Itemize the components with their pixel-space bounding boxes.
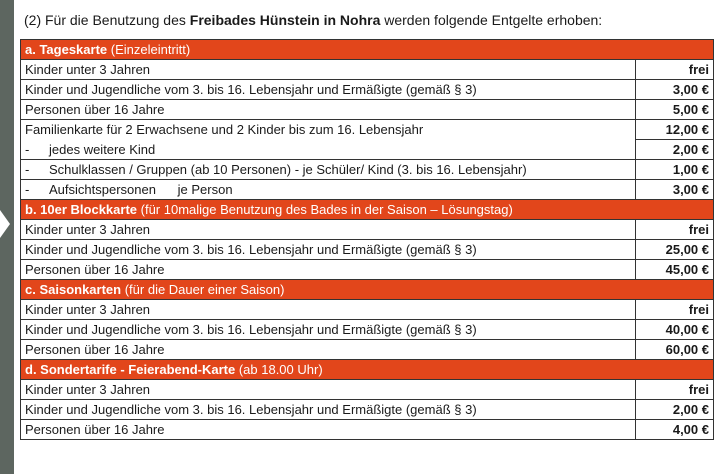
row-label-text: Aufsichtspersonen je Person (49, 182, 233, 197)
intro-bold-location: Freibades Hünstein in Nohra (189, 12, 381, 28)
row-label: Personen über 16 Jahre (21, 340, 636, 360)
row-label: Personen über 16 Jahre (21, 100, 636, 120)
intro-paragraph (24, 10, 714, 30)
row-price: 3,00 € (636, 180, 714, 200)
section-header-c (21, 280, 714, 300)
section-header-d (21, 360, 714, 380)
row-label: Kinder und Jugendliche vom 3. bis 16. Lebensjahr und Ermäßigte (gemäß § 3) (21, 320, 636, 340)
row-price: 1,00 € (636, 160, 714, 180)
row-price: frei (636, 60, 714, 80)
row-label: Kinder und Jugendliche vom 3. bis 16. Lebensjahr und Ermäßigte (gemäß § 3) (21, 80, 636, 100)
row-price: 5,00 € (636, 100, 714, 120)
section-title: c. Saisonkarten (25, 282, 122, 297)
row-label (21, 180, 636, 200)
table-row (21, 240, 714, 260)
fee-table (20, 39, 714, 440)
row-label: Kinder und Jugendliche vom 3. bis 16. Lebensjahr und Ermäßigte (gemäß § 3) (21, 400, 636, 420)
table-row (21, 300, 714, 320)
row-label: Personen über 16 Jahre (21, 260, 636, 280)
row-label: Kinder unter 3 Jahren (21, 300, 636, 320)
table-row (21, 400, 714, 420)
table-row (21, 320, 714, 340)
table-row (21, 80, 714, 100)
row-label: Familienkarte für 2 Erwachsene und 2 Kinder bis zum 16. Lebensjahr (21, 120, 636, 140)
row-price: 12,00 € (636, 120, 714, 140)
section-title: b. 10er Blockkarte (25, 202, 138, 217)
row-price: frei (636, 380, 714, 400)
table-row (21, 260, 714, 280)
row-price: 4,00 € (636, 420, 714, 440)
table-row (21, 180, 714, 200)
row-dash: - (25, 162, 30, 177)
intro-prefix: (2) Für die Benutzung des (24, 12, 190, 28)
intro-suffix: werden folgende Entgelte erhoben: (380, 12, 603, 28)
row-price: 25,00 € (636, 240, 714, 260)
row-price: 40,00 € (636, 320, 714, 340)
row-label: Kinder unter 3 Jahren (21, 60, 636, 80)
table-row (21, 140, 714, 160)
row-price: 60,00 € (636, 340, 714, 360)
row-label: Kinder unter 3 Jahren (21, 380, 636, 400)
row-price: 2,00 € (636, 140, 714, 160)
row-price: 3,00 € (636, 80, 714, 100)
row-price: frei (636, 300, 714, 320)
row-label-text: jedes weitere Kind (49, 141, 156, 157)
row-price: 2,00 € (636, 400, 714, 420)
table-row (21, 100, 714, 120)
row-price: 45,00 € (636, 260, 714, 280)
section-title: d. Sondertarife - Feierabend-Karte (25, 362, 236, 377)
row-price: frei (636, 220, 714, 240)
table-row (21, 340, 714, 360)
section-note: (Einzeleintritt) (107, 42, 191, 57)
row-dash: - (25, 141, 30, 157)
row-label (21, 140, 636, 160)
table-row (21, 120, 714, 140)
row-dash: - (25, 182, 30, 197)
table-row (21, 420, 714, 440)
row-label: Personen über 16 Jahre (21, 420, 636, 440)
section-title: a. Tageskarte (25, 42, 108, 57)
section-note: (für 10malige Benutzung des Bades in der Saison – Lösungstag) (137, 202, 513, 217)
section-header-a (21, 40, 714, 60)
margin-notch (0, 210, 10, 238)
table-row (21, 220, 714, 240)
section-note: (ab 18.00 Uhr) (235, 362, 323, 377)
row-label: Kinder und Jugendliche vom 3. bis 16. Lebensjahr und Ermäßigte (gemäß § 3) (21, 240, 636, 260)
row-label-text: Schulklassen / Gruppen (ab 10 Personen) - je Schüler/ Kind (3. bis 16. Lebensjahr) (49, 162, 527, 177)
section-note: (für die Dauer einer Saison) (121, 282, 285, 297)
table-row (21, 60, 714, 80)
left-margin-strip (0, 0, 14, 474)
section-header-b (21, 200, 714, 220)
table-row (21, 160, 714, 180)
row-label: Kinder unter 3 Jahren (21, 220, 636, 240)
table-row (21, 380, 714, 400)
row-label (21, 160, 636, 180)
